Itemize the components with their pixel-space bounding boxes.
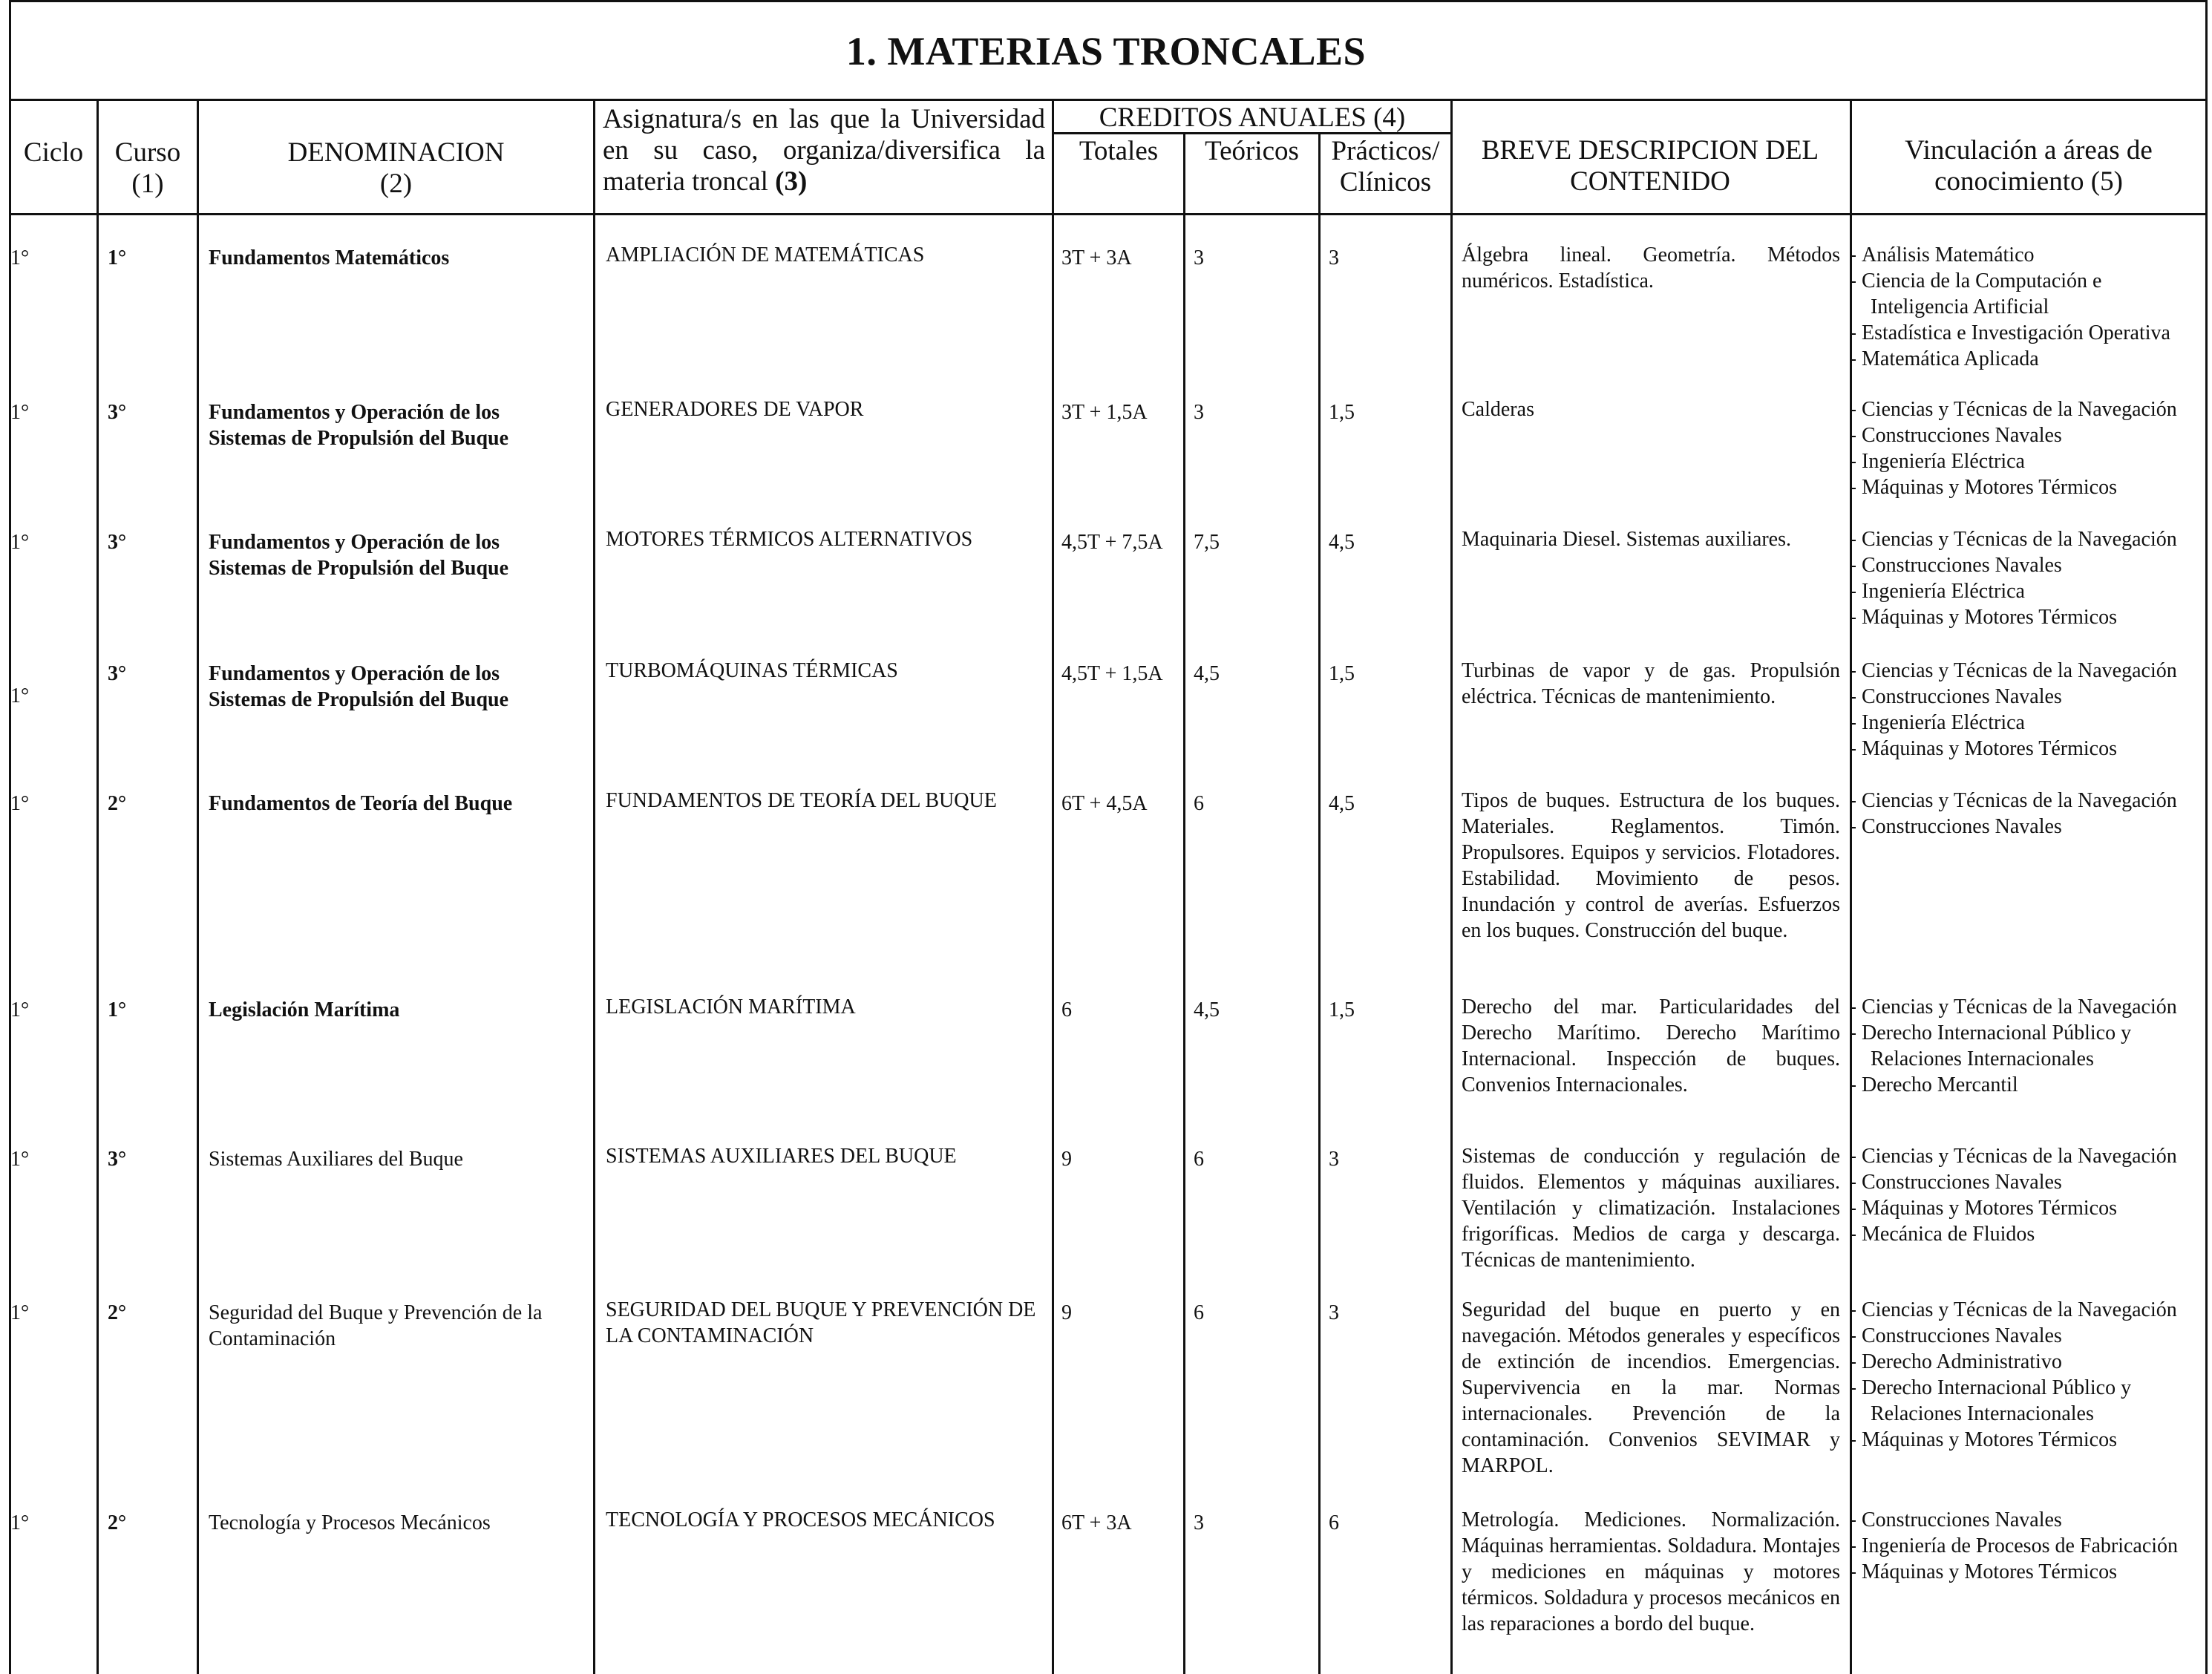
area-item: Ciencias y Técnicas de la Navegación [1862, 1297, 2205, 1323]
area-item: Derecho Internacional Público y [1862, 1375, 2205, 1401]
cell-asignatura: SEGURIDAD DEL BUQUE Y PREVENCIÓN DE LA CONTAMINACIÓN [606, 1298, 1036, 1347]
cell-totales: 4,5T + 7,5A [1061, 531, 1163, 554]
column-rule [1318, 132, 1321, 1674]
area-item: Máquinas y Motores Térmicos [1862, 736, 2205, 762]
area-item: Ingeniería Eléctrica [1862, 578, 2205, 604]
cell-areas [1862, 994, 2205, 1098]
cell-areas [1862, 242, 2205, 372]
cell-ciclo: 1° [10, 1511, 30, 1534]
area-item: Ingeniería Eléctrica [1862, 710, 2205, 736]
header-denominacion-label: DENOMINACION [287, 137, 505, 168]
header-rule [9, 213, 2208, 215]
header-asignatura-label: Asignatura/s en las que la Universidad en su caso, organiza/diversifica la materia troncal [603, 104, 1045, 197]
cell-curso: 2° [108, 1511, 127, 1534]
cell-practicos: 6 [1329, 1511, 1339, 1534]
cell-areas [1862, 1507, 2205, 1585]
area-item: Construcciones Navales [1862, 1323, 2205, 1349]
cell-asignatura: TECNOLOGÍA Y PROCESOS MECÁNICOS [606, 1508, 995, 1531]
header-descripcion [1456, 135, 1844, 197]
cell-descripcion: Sistemas de conducción y regulación de fluidos. Elementos y máquinas auxiliares. Ventilación y climatización. Instalaciones frigoríficas. Medios de carga y descarga. Técnicas de mantenimiento. [1462, 1145, 1840, 1272]
cell-totales: 9 [1061, 1148, 1072, 1171]
cell-teoricos: 3 [1194, 246, 1204, 269]
area-item: Ciencias y Técnicas de la Navegación [1862, 396, 2205, 422]
header-practicos [1321, 136, 1450, 198]
header-totales-label: Totales [1079, 136, 1159, 166]
cell-ciclo: 1° [10, 246, 30, 269]
header-curso-note: (1) [131, 169, 164, 199]
header-teoricos [1185, 136, 1318, 167]
cell-denominacion: Fundamentos y Operación de los Sistemas de Propulsión del Buque [209, 401, 509, 450]
area-item: Máquinas y Motores Térmicos [1862, 474, 2205, 500]
cell-curso: 1° [108, 246, 127, 269]
column-rule [1850, 99, 1852, 1674]
cell-teoricos: 4,5 [1194, 998, 1220, 1021]
cell-curso: 2° [108, 792, 127, 815]
header-denominacion [199, 137, 593, 200]
area-item: Máquinas y Motores Térmicos [1862, 1427, 2205, 1453]
cell-teoricos: 6 [1194, 1148, 1204, 1171]
header-practicos-label: Prácticos/ Clínicos [1331, 136, 1440, 197]
cell-areas [1862, 526, 2205, 630]
cell-practicos: 4,5 [1329, 792, 1355, 815]
cell-denominacion: Legislación Marítima [209, 998, 400, 1021]
column-rule [593, 99, 595, 1674]
cell-practicos: 4,5 [1329, 531, 1355, 554]
cell-asignatura: TURBOMÁQUINAS TÉRMICAS [606, 659, 898, 682]
cell-asignatura: AMPLIACIÓN DE MATEMÁTICAS [606, 243, 925, 267]
cell-ciclo: 1° [10, 531, 30, 554]
cell-descripcion: Derecho del mar. Particularidades del Derecho Marítimo. Derecho Marítimo Internacional. Inspección de buques. Convenios Internacionales. [1462, 995, 1840, 1096]
cell-denominacion: Fundamentos y Operación de los Sistemas de Propulsión del Buque [209, 662, 509, 711]
cell-curso: 3° [108, 1148, 127, 1171]
cell-teoricos: 6 [1194, 1301, 1204, 1324]
area-item: Máquinas y Motores Térmicos [1862, 604, 2205, 630]
cell-descripcion: Calderas [1462, 398, 1534, 421]
cell-denominacion: Seguridad del Buque y Prevención de la Contaminación [209, 1301, 543, 1350]
area-item: Construcciones Navales [1862, 684, 2205, 710]
cell-totales: 6T + 4,5A [1061, 792, 1148, 815]
cell-denominacion: Fundamentos y Operación de los Sistemas de Propulsión del Buque [209, 531, 509, 580]
cell-asignatura: SISTEMAS AUXILIARES DEL BUQUE [606, 1145, 957, 1168]
area-item: Ciencias y Técnicas de la Navegación [1862, 1143, 2205, 1169]
header-ciclo-label: Ciclo [23, 137, 84, 168]
header-curso-label: Curso [114, 137, 181, 168]
cell-descripcion: Seguridad del buque en puerto y en navegación. Métodos generales y específicos de extinción de incendios. Emergencias. Supervivencia en la mar. Normas internacionales. Prevención de la contaminación. Convenios SEVIMAR y MARPOL. [1462, 1298, 1840, 1477]
area-item: Construcciones Navales [1862, 1507, 2205, 1533]
header-totales [1054, 136, 1183, 167]
cell-ciclo: 1° [10, 684, 30, 707]
cell-denominacion: Fundamentos de Teoría del Buque [209, 792, 513, 815]
header-denominacion-note: (2) [379, 169, 413, 199]
cell-descripcion: Tipos de buques. Estructura de los buques. Materiales. Reglamentos. Timón. Propulsores. Equipos y servicios. Flotadores. Estabilidad. Movimiento de pesos. Inundación y control de averías. Esfuerzos en los buques. Construcción del buque. [1462, 789, 1840, 942]
cell-totales: 6 [1061, 998, 1072, 1021]
cell-practicos: 3 [1329, 246, 1339, 269]
header-ciclo [10, 137, 96, 169]
header-asignatura [603, 104, 1045, 197]
area-item: Derecho Mercantil [1862, 1072, 2205, 1098]
area-item: Construcciones Navales [1862, 814, 2205, 840]
cell-totales: 3T + 3A [1061, 246, 1132, 269]
area-item: Análisis Matemático [1862, 242, 2205, 268]
cell-denominacion: Tecnología y Procesos Mecánicos [209, 1511, 491, 1534]
area-item: Ingeniería Eléctrica [1862, 448, 2205, 474]
cell-practicos: 3 [1329, 1301, 1339, 1324]
area-item: Derecho Internacional Público y [1862, 1020, 2205, 1046]
cell-ciclo: 1° [10, 998, 30, 1021]
header-asignatura-note: (3) [775, 166, 808, 197]
cell-teoricos: 7,5 [1194, 531, 1220, 554]
cell-teoricos: 3 [1194, 401, 1204, 424]
column-rule [197, 99, 199, 1674]
area-item: Ciencias y Técnicas de la Navegación [1862, 658, 2205, 684]
area-item: Relaciones Internacionales [1871, 1047, 2094, 1070]
cell-denominacion: Fundamentos Matemáticos [209, 246, 450, 269]
area-item: Derecho Administrativo [1862, 1349, 2205, 1375]
header-creditos-label: CREDITOS ANUALES (4) [1099, 102, 1406, 133]
cell-descripcion: Metrología. Mediciones. Normalización. Máquinas herramientas. Soldadura. Montajes y mediciones en máquinas y motores térmicos. Soldadura y procesos mecánicos en las reparaciones a bordo del buque. [1462, 1508, 1840, 1635]
cell-descripcion: Maquinaria Diesel. Sistemas auxiliares. [1462, 528, 1791, 551]
cell-asignatura: MOTORES TÉRMICOS ALTERNATIVOS [606, 528, 973, 551]
cell-ciclo: 1° [10, 401, 30, 424]
cell-ciclo: 1° [10, 1301, 30, 1324]
cell-descripcion: Álgebra lineal. Geometría. Métodos numéricos. Estadística. [1462, 243, 1840, 292]
cell-areas [1862, 788, 2205, 840]
cell-asignatura: FUNDAMENTOS DE TEORÍA DEL BUQUE [606, 789, 997, 812]
cell-descripcion: Turbinas de vapor y de gas. Propulsión eléctrica. Técnicas de mantenimiento. [1462, 659, 1840, 708]
column-rule [1052, 99, 1054, 1674]
cell-practicos: 1,5 [1329, 662, 1355, 685]
area-item: Estadística e Investigación Operativa [1862, 320, 2205, 346]
cell-asignatura: GENERADORES DE VAPOR [606, 398, 864, 421]
area-item: Máquinas y Motores Térmicos [1862, 1195, 2205, 1221]
area-item: Construcciones Navales [1862, 552, 2205, 578]
cell-areas [1862, 658, 2205, 762]
area-item: Ciencias y Técnicas de la Navegación [1862, 526, 2205, 552]
cell-totales: 6T + 3A [1061, 1511, 1132, 1534]
cell-totales: 4,5T + 1,5A [1061, 662, 1163, 685]
area-item: Construcciones Navales [1862, 422, 2205, 448]
cell-ciclo: 1° [10, 792, 30, 815]
cell-practicos: 3 [1329, 1148, 1339, 1171]
cell-teoricos: 3 [1194, 1511, 1204, 1534]
area-item: Ingeniería de Procesos de Fabricación [1862, 1533, 2205, 1559]
area-item: Construcciones Navales [1862, 1169, 2205, 1195]
area-item: Ciencia de la Computación e [1862, 268, 2205, 294]
cell-totales: 9 [1061, 1301, 1072, 1324]
header-vinculacion-label: Vinculación a áreas de conocimiento (5) [1905, 135, 2153, 197]
area-item: Ciencias y Técnicas de la Navegación [1862, 994, 2205, 1020]
area-item: Matemática Aplicada [1862, 346, 2205, 372]
cell-areas [1862, 1143, 2205, 1247]
area-item: Inteligencia Artificial [1871, 295, 2049, 318]
cell-practicos: 1,5 [1329, 401, 1355, 424]
header-curso [99, 137, 197, 200]
cell-ciclo: 1° [10, 1148, 30, 1171]
cell-asignatura: LEGISLACIÓN MARÍTIMA [606, 995, 856, 1019]
area-item: Relaciones Internacionales [1871, 1402, 2094, 1425]
cell-totales: 3T + 1,5A [1061, 401, 1148, 424]
header-creditos [1054, 102, 1450, 134]
header-teoricos-label: Teóricos [1205, 136, 1299, 166]
title-rule [9, 99, 2208, 101]
cell-denominacion: Sistemas Auxiliares del Buque [209, 1148, 463, 1171]
column-rule [96, 99, 99, 1674]
cell-practicos: 1,5 [1329, 998, 1355, 1021]
cell-areas [1862, 396, 2205, 500]
cell-areas [1862, 1297, 2205, 1453]
area-item: Ciencias y Técnicas de la Navegación [1862, 788, 2205, 814]
cell-curso: 3° [108, 662, 127, 685]
cell-curso: 1° [108, 998, 127, 1021]
document-title: 1. MATERIAS TRONCALES [845, 29, 1367, 73]
cell-curso: 3° [108, 401, 127, 424]
cell-teoricos: 6 [1194, 792, 1204, 815]
header-vinculacion [1856, 135, 2202, 197]
area-item: Máquinas y Motores Térmicos [1862, 1559, 2205, 1585]
column-rule [1450, 99, 1453, 1674]
header-descripcion-label: BREVE DESCRIPCION DEL CONTENIDO [1481, 135, 1819, 197]
cell-curso: 2° [108, 1301, 127, 1324]
cell-teoricos: 4,5 [1194, 662, 1220, 685]
area-item: Mecánica de Fluidos [1862, 1221, 2205, 1247]
cell-curso: 3° [108, 531, 127, 554]
column-rule [1183, 132, 1185, 1674]
